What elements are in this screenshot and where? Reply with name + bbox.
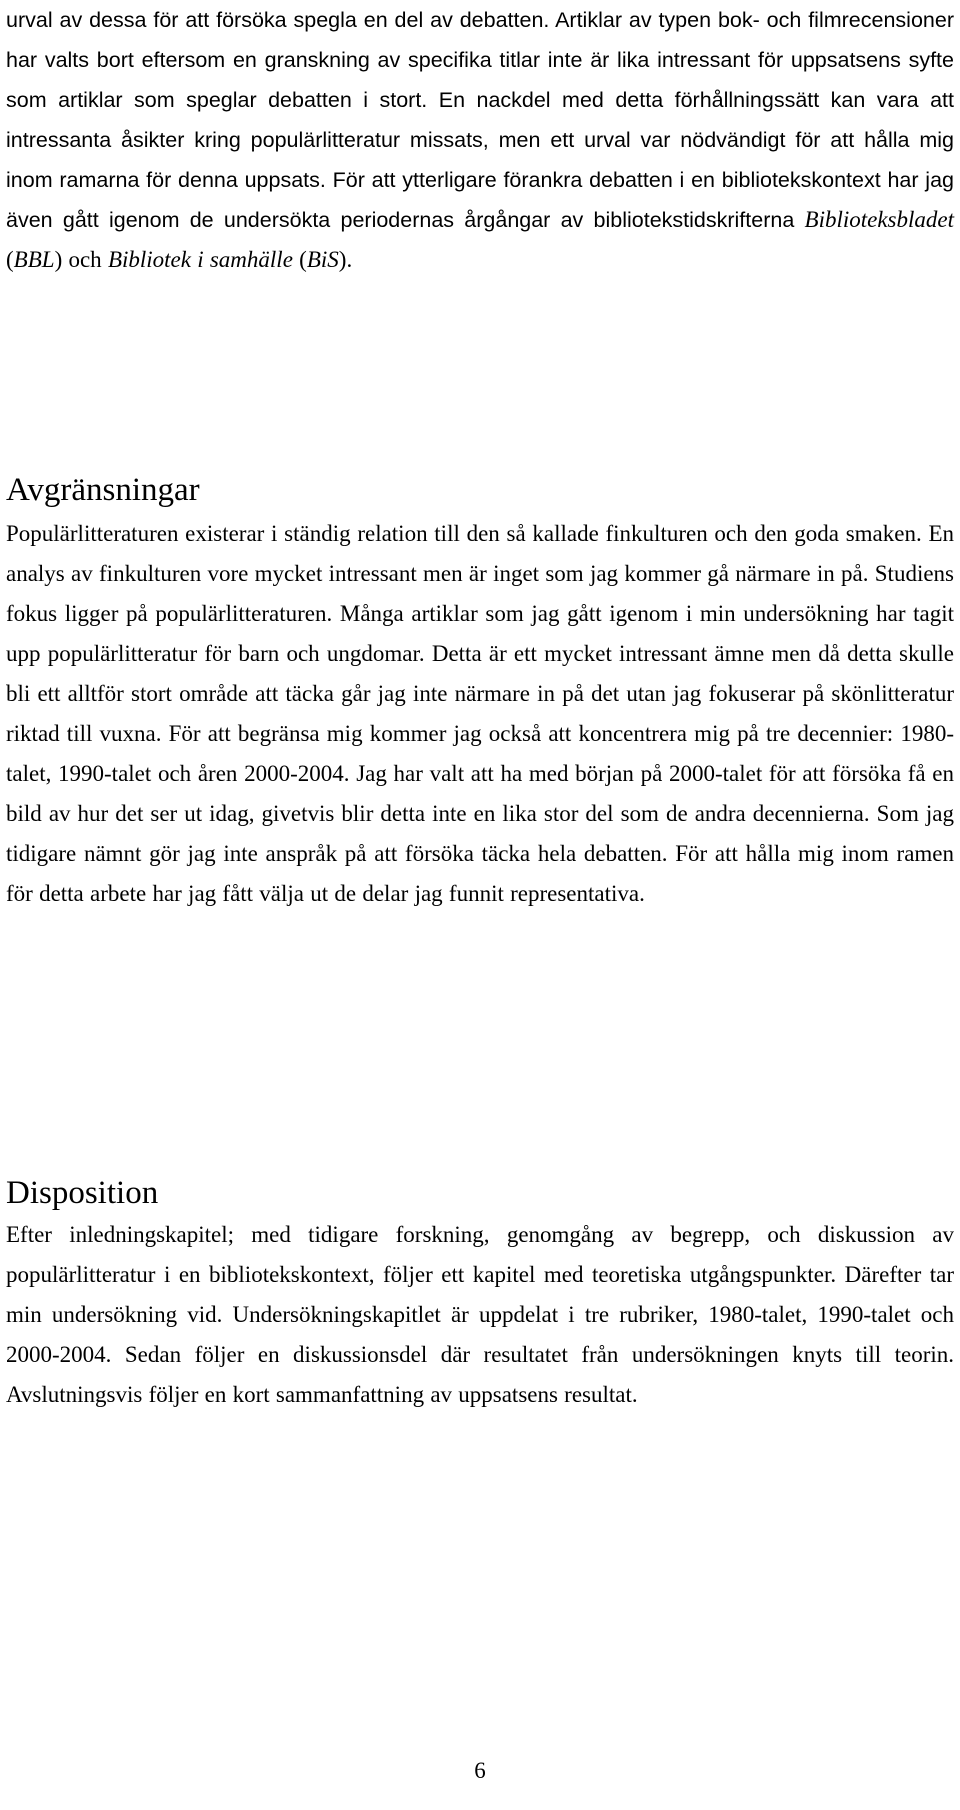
journal-title-bibliotek-i-samhalle: Bibliotek i samhälle [107, 247, 293, 272]
abbr-bis: BiS [306, 247, 339, 272]
intro-paragraph [6, 0, 954, 280]
intro-text-1: urval av dessa för att försöka spegla en del av debatten. Artiklar av typen bok- och filmrecensioner har valts bort eftersom en granskning av specifika titlar inte är lika intressant för uppsatsens syfte som artiklar som speglar debatten i stort. En nackdel med detta förhållningssätt kan vara att intressanta åsikter kring populärlitteratur missats, men ett urval var nödvändigt för att hålla mig inom ramarna för denna uppsats. För att ytterligare förankra debatten i en bibliotekskontext har jag även gått igenom de undersökta periodernas årgångar av bibliotekstidskrifterna [6, 8, 954, 232]
avgransningar-paragraph: Populärlitteraturen existerar i ständig relation till den så kallade finkulturen och den goda smaken. En analys av finkulturen vore mycket intressant men är inget som jag kommer gå närmare in på. Studiens fokus ligger på populärlitteraturen. Många artiklar som jag gått igenom i min undersökning har tagit upp populärlitteratur för barn och ungdomar. Detta är ett mycket intressant ämne men då detta skulle bli ett alltför stort område att täcka går jag inte närmare in på det utan jag fokuserar på skönlitteratur riktad till vuxna. För att begränsa mig kommer jag också att koncentrera mig på tre decennier: 1980-talet, 1990-talet och åren 2000-2004. Jag har valt att ha med början på 2000-talet för att försöka få en bild av hur det ser ut idag, givetvis blir detta inte en lika stor del som de andra decennierna. Som jag tidigare nämnt gör jag inte anspråk på att försöka täcka hela debatten. För att hålla mig inom ramen för detta arbete har jag fått välja ut de delar jag funnit representativa. [6, 521, 954, 906]
disposition-paragraph: Efter inledningskapitel; med tidigare forskning, genomgång av begrepp, och diskussion av populärlitteratur i en bibliotekskontext, följer ett kapitel med teoretiska utgångspunkter. Därefter tar min undersökning vid. Undersökningskapitlet är uppdelat i tre rubriker, 1980-talet, 1990-talet och 2000-2004. Sedan följer en diskussionsdel där resultatet från undersökningen knyts till teorin. Avslutningsvis följer en kort sammanfattning av uppsatsens resultat. [6, 1222, 954, 1407]
heading-avgransningar: Avgränsningar [6, 472, 200, 508]
heading-disposition: Disposition [6, 1175, 159, 1211]
intro-text-4: ( [292, 247, 307, 272]
abbr-bbl: BBL [13, 247, 55, 272]
intro-text-3: ) och [54, 247, 108, 272]
page-number: 6 [474, 1758, 486, 1783]
journal-title-biblioteksbladet: Biblioteksbladet [804, 207, 954, 232]
intro-text-5: ). [338, 247, 353, 272]
intro-text-2: ( [6, 247, 14, 272]
